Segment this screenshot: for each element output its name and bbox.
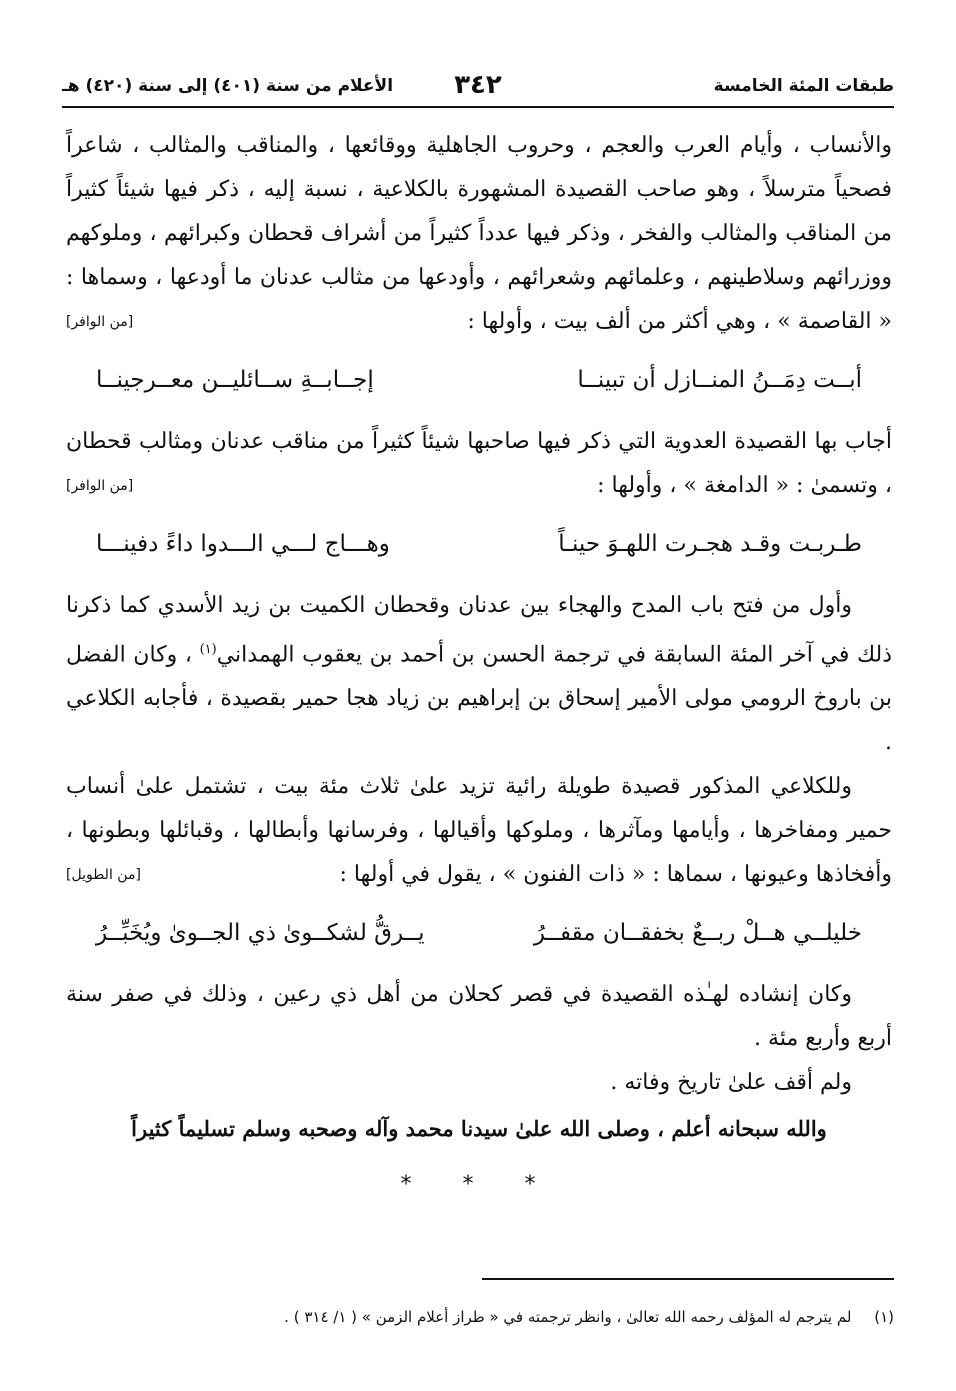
verse-2-first-hemistich: طـربـت وقـد هجـرت اللهـوَ حينـاً [558, 531, 862, 557]
verse-3-second-hemistich: يــرقُّ لشكــوىٰ ذي الجــوىٰ ويُخَبِّــرُ [96, 920, 425, 947]
footnote-reference[interactable]: (١) [199, 642, 217, 657]
paragraph-3 [66, 584, 892, 765]
paragraph-1 [66, 124, 892, 344]
paragraph-6: ولم أقف علىٰ تاريخ وفاته . [610, 1070, 852, 1096]
footnote-text: لم يترجم له المؤلف رحمه الله تعالىٰ ، وانظر ترجمته في « طراز أعلام الزمن » ( ١/ ٣١٤ ) . [284, 1308, 852, 1326]
page-number: ٣٤٢ [454, 70, 502, 100]
footnote [62, 1304, 894, 1330]
verse-3-first-hemistich: خليلــي هــلْ ربــعٌ بخفقــان مقفــرُ [533, 920, 862, 947]
meter-label-1: [من الوافر] [66, 314, 134, 330]
paragraph-4-text: وللكلاعي المذكور قصيدة طويلة رائية تزيد علىٰ ثلاث مئة بيت ، تشتمل علىٰ أنساب حمير ومفاخرها ، وأيامها ومآثرها ، وملوكها وأقيالها ، وفرسانها وأبطالها ، وقبائلها وبطونها ، وأفخاذها وعيونها ، سماها : « ذات الفنون » ، يقول في أولها : [66, 774, 892, 888]
footnote-rule [482, 1278, 894, 1280]
header-rule [62, 106, 894, 108]
verse-1 [96, 358, 862, 402]
verse-2-second-hemistich: وهـــاج لـــي الـــدوا داءً دفينـــا [96, 531, 390, 557]
paragraph-3-text-b: ، وكان الفضل بن باروخ الرومي مولى الأمير إسحاق بن إبراهيم بن زياد هجا حمير بقصيدة ، فأجابه الكلاعي . [66, 642, 892, 756]
section-end-stars: * * * [400, 1172, 558, 1198]
page-header [62, 72, 894, 106]
verse-1-first-hemistich: أبــت دِمَــنُ المنــازل أن تبينــا [577, 367, 862, 393]
closing-doxology: والله سبحانه أعلم ، وصلى الله علىٰ سيدنا محمد وآله وصحبه وسلم تسليماً كثيراً [131, 1116, 827, 1142]
running-title-left: الأعلام من سنة (٤٠١) إلى سنة (٤٢٠) هـ [62, 76, 394, 96]
footnote-number: (١) [874, 1308, 894, 1326]
paragraph-1-text: والأنساب ، وأيام العرب والعجم ، وحروب الجاهلية ووقائعها ، والمناقب والمثالب ، شاعراً فصحياً مترسلاً ، وهو صاحب القصيدة المشهورة بالكلاعية ، نسبة إليه ، ذكر فيها شيئاً كثيراً من المناقب والمثالب والفخر ، وذكر فيها عدداً كثيراً من أشراف قحطان وكبرائهم ، وملوكهم ووزرائهم وسلاطينهم ، وعلمائهم وشعرائهم ، وأودعها من مثالب عدنان ما أودعها ، وسماها : « القاصمة » ، وهي أكثر من ألف بيت ، وأولها : [66, 133, 892, 334]
meter-label-3: [من الطويل] [66, 867, 141, 884]
paragraph-5: وكان إنشاده لهـٰذه القصيدة في قصر كحلان من أهل ذي رعين ، وذلك في صفر سنة أربع وأربع مئة . [66, 982, 892, 1052]
verse-3 [96, 911, 862, 955]
paragraph-2-text: أجاب بها القصيدة العدوية التي ذكر فيها صاحبها شيئاً كثيراً من مناقب عدنان ومثالب قحطان ، وتسمىٰ : « الدامغة » ، وأولها : [66, 429, 892, 498]
verse-1-second-hemistich: إجــابــةِ ســائليــن معــرجينــا [96, 367, 374, 393]
meter-label-2: [من الوافر] [66, 478, 134, 494]
paragraph-3-text-a: وأول من فتح باب المدح والهجاء بين عدنان وقحطان الكميت بن زيد الأسدي كما ذكرنا ذلك في آخر المئة السابقة في ترجمة الحسن بن أحمد بن يعقوب الهمداني [66, 593, 892, 668]
main-text [66, 124, 892, 1207]
verse-2 [96, 522, 862, 566]
paragraph-2 [66, 420, 892, 508]
paragraph-4 [66, 765, 892, 897]
running-title-right: طبقات المئة الخامسة [713, 76, 894, 96]
